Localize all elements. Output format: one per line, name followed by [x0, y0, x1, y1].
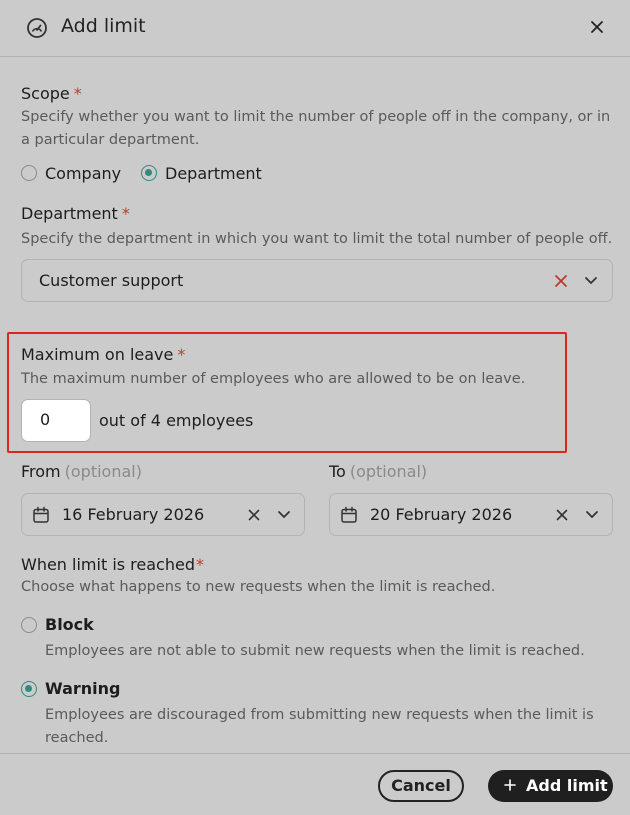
to-label: [329, 462, 427, 481]
department-select[interactable]: [21, 259, 613, 302]
clear-icon[interactable]: [556, 509, 568, 521]
department-value: Customer support: [39, 271, 184, 290]
plus-icon: [503, 778, 517, 792]
block-title[interactable]: Block: [45, 615, 94, 634]
to-date-value: 20 February 2026: [370, 505, 513, 524]
warning-title[interactable]: Warning: [45, 679, 121, 698]
from-label: [21, 462, 142, 481]
department-help: Specify the department in which you want to limit the total number of people off.: [21, 231, 613, 247]
chevron-down-icon[interactable]: [584, 275, 598, 287]
scope-company-label[interactable]: Company: [45, 164, 122, 183]
required-mark: *: [73, 84, 82, 103]
calendar-icon: [32, 506, 50, 524]
when-reached-label-text: When limit is reached: [21, 555, 195, 574]
dialog-header: [0, 0, 630, 57]
to-date-picker[interactable]: [329, 493, 613, 536]
when-reached-help: Choose what happens to new requests when the limit is reached.: [21, 579, 496, 595]
scope-label-text: Scope: [21, 84, 70, 103]
from-date-value: 16 February 2026: [62, 505, 205, 524]
to-label-text: To: [329, 462, 346, 481]
maximum-label: [21, 345, 185, 364]
maximum-help: The maximum number of employees who are allowed to be on leave.: [21, 371, 526, 387]
clear-icon[interactable]: [554, 274, 568, 288]
optional-tag: (optional): [64, 462, 142, 481]
maximum-suffix: out of 4 employees: [99, 411, 254, 430]
clear-icon[interactable]: [248, 509, 260, 521]
chevron-down-icon[interactable]: [585, 509, 599, 521]
when-reached-label: [21, 555, 204, 574]
required-mark: *: [121, 204, 130, 223]
block-radio[interactable]: [21, 617, 37, 633]
maximum-input[interactable]: 0: [21, 399, 91, 442]
required-mark: *: [177, 345, 186, 364]
block-description: Employees are not able to submit new requests when the limit is reached.: [45, 643, 585, 659]
add-limit-label: Add limit: [526, 776, 608, 795]
close-icon[interactable]: [586, 16, 608, 38]
cancel-button[interactable]: Cancel: [378, 770, 464, 802]
scope-help: Specify whether you want to limit the number of people off in the company, or in a particular department.: [21, 109, 611, 148]
from-label-text: From: [21, 462, 61, 481]
chevron-down-icon[interactable]: [277, 509, 291, 521]
required-mark: *: [196, 555, 204, 574]
warning-description: Employees are discouraged from submitting new requests when the limit is reached.: [45, 707, 594, 746]
optional-tag: (optional): [349, 462, 428, 481]
gauge-icon: [26, 17, 48, 39]
scope-label: [21, 84, 82, 103]
from-date-picker[interactable]: [21, 493, 305, 536]
department-label-text: Department: [21, 204, 118, 223]
add-limit-button[interactable]: [488, 770, 613, 802]
scope-department-radio[interactable]: [141, 165, 157, 181]
scope-department-label[interactable]: Department: [165, 164, 262, 183]
dialog-title: Add limit: [61, 15, 146, 37]
department-label: [21, 204, 130, 223]
calendar-icon: [340, 506, 358, 524]
warning-radio[interactable]: [21, 681, 37, 697]
scope-company-radio[interactable]: [21, 165, 37, 181]
maximum-label-text: Maximum on leave: [21, 345, 174, 364]
